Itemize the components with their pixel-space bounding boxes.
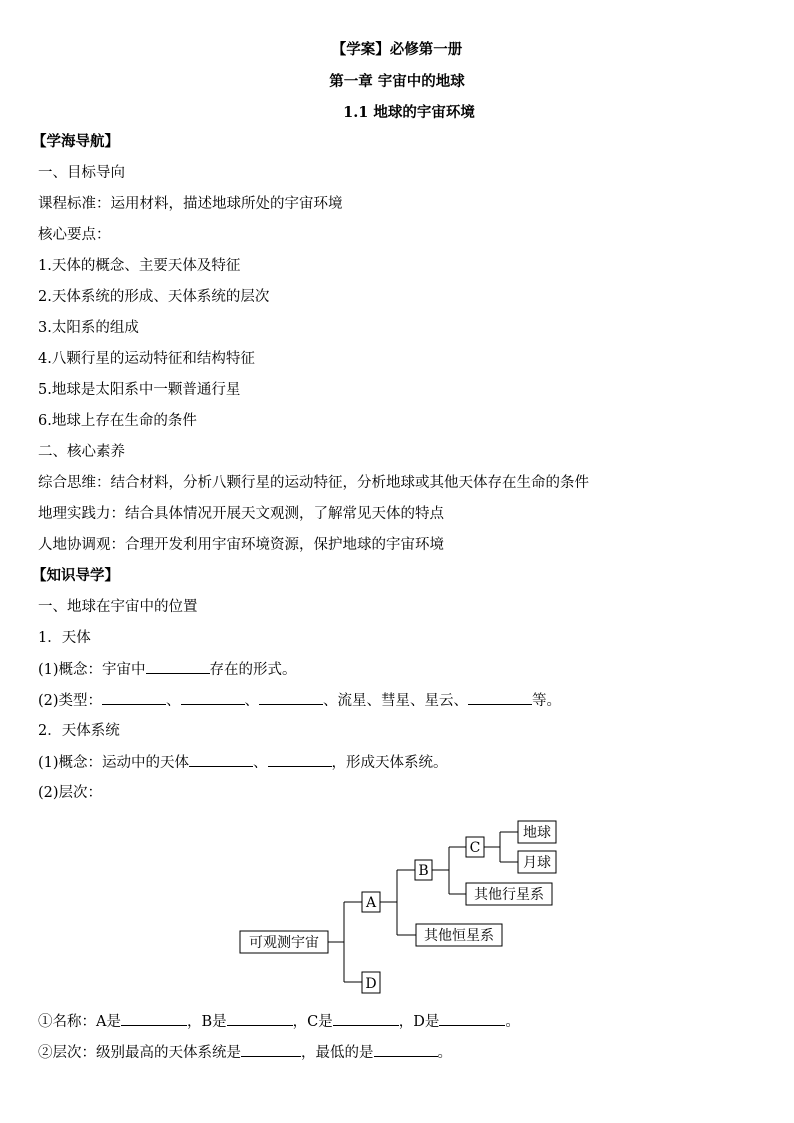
answer-blank[interactable] xyxy=(102,690,166,705)
names-c-label: ，C是 xyxy=(292,1014,333,1030)
concept2-prefix: (1)概念：运动中的天体 xyxy=(38,755,190,771)
names-d-label: ，D是 xyxy=(398,1014,440,1030)
answer-blank[interactable] xyxy=(439,1011,505,1026)
node-other-stars: 其他恒星系 xyxy=(424,928,494,944)
section-title: 1.1 地球的宇宙环境 xyxy=(343,104,475,121)
document-title: 【学案】必修第一册 xyxy=(331,41,463,58)
names-question xyxy=(38,1011,520,1032)
answer-blank[interactable] xyxy=(333,1011,399,1026)
separator: 、 xyxy=(166,693,181,709)
answer-blank[interactable] xyxy=(241,1042,301,1057)
knowledge-heading: 【知识导学】 xyxy=(32,567,119,584)
node-earth: 地球 xyxy=(523,825,551,841)
key-point-item: 3.太阳系的组成 xyxy=(38,320,139,336)
key-points-label: 核心要点： xyxy=(38,227,111,243)
levels-question xyxy=(38,1042,452,1063)
part1-heading: 一、地球在宇宙中的位置 xyxy=(38,599,198,615)
key-point-item: 4.八颗行星的运动特征和结构特征 xyxy=(38,351,255,367)
celestial-system-diagram xyxy=(0,810,794,1010)
separator: 、 xyxy=(244,693,260,709)
types-prefix: (2)类型： xyxy=(38,693,103,709)
node-moon: 月球 xyxy=(523,855,551,871)
literacy-item: 地理实践力：结合具体情况开展天文观测，了解常见天体的特点 xyxy=(38,506,444,522)
names-prefix: ①名称：A是 xyxy=(38,1014,121,1030)
answer-blank[interactable] xyxy=(374,1042,438,1057)
node-other-planets: 其他行星系 xyxy=(474,887,544,903)
system-heading: 2．天体系统 xyxy=(38,723,120,739)
celestial-heading: 1．天体 xyxy=(38,630,91,646)
concept2-suffix: ，形成天体系统。 xyxy=(331,755,448,771)
concept1-prefix: (1)概念：宇宙中 xyxy=(38,662,146,678)
separator: 、 xyxy=(253,755,268,771)
goal-heading: 一、目标导向 xyxy=(38,165,125,181)
key-point-item: 1.天体的概念、主要天体及特征 xyxy=(38,258,241,274)
names-b-label: ，B是 xyxy=(186,1014,227,1030)
key-point-item: 6.地球上存在生命的条件 xyxy=(38,413,197,429)
answer-blank[interactable] xyxy=(268,752,332,767)
types-suffix: 等。 xyxy=(532,693,562,709)
answer-blank[interactable] xyxy=(259,690,323,705)
literacy-item: 综合思维：结合材料，分析八颗行星的运动特征，分析地球或其他天体存在生命的条件 xyxy=(38,475,589,491)
answer-blank[interactable] xyxy=(227,1011,293,1026)
curriculum-standard: 课程标准：运用材料，描述地球所处的宇宙环境 xyxy=(38,196,343,212)
levels-prefix: ②层次：级别最高的天体系统是 xyxy=(38,1045,241,1061)
types-line xyxy=(38,690,561,711)
key-point-item: 5.地球是太阳系中一颗普通行星 xyxy=(38,382,241,398)
study-nav-heading: 【学海导航】 xyxy=(32,133,119,150)
levels-end: 。 xyxy=(437,1045,452,1061)
answer-blank[interactable] xyxy=(121,1011,187,1026)
chapter-title: 第一章 宇宙中的地球 xyxy=(329,73,465,90)
levels-middle: ，最低的是 xyxy=(301,1045,374,1061)
types-middle: 、流星、彗星、星云、 xyxy=(323,693,469,709)
node-b: B xyxy=(418,863,429,879)
answer-blank[interactable] xyxy=(468,690,532,705)
levels-label: (2)层次： xyxy=(38,785,103,801)
key-point-item: 2.天体系统的形成、天体系统的层次 xyxy=(38,289,270,305)
node-d: D xyxy=(365,976,377,992)
answer-blank[interactable] xyxy=(146,659,210,674)
answer-blank[interactable] xyxy=(189,752,253,767)
node-c: C xyxy=(469,840,481,856)
concept2-line xyxy=(38,752,448,773)
literacy-item: 人地协调观：合理开发利用宇宙环境资源，保护地球的宇宙环境 xyxy=(38,537,444,553)
names-end: 。 xyxy=(505,1014,520,1030)
node-root: 可观测宇宙 xyxy=(249,935,319,951)
concept1-suffix: 存在的形式。 xyxy=(209,662,297,678)
literacy-heading: 二、核心素养 xyxy=(38,444,125,460)
node-a: A xyxy=(365,895,377,911)
concept1-line xyxy=(38,659,297,680)
answer-blank[interactable] xyxy=(181,690,245,705)
